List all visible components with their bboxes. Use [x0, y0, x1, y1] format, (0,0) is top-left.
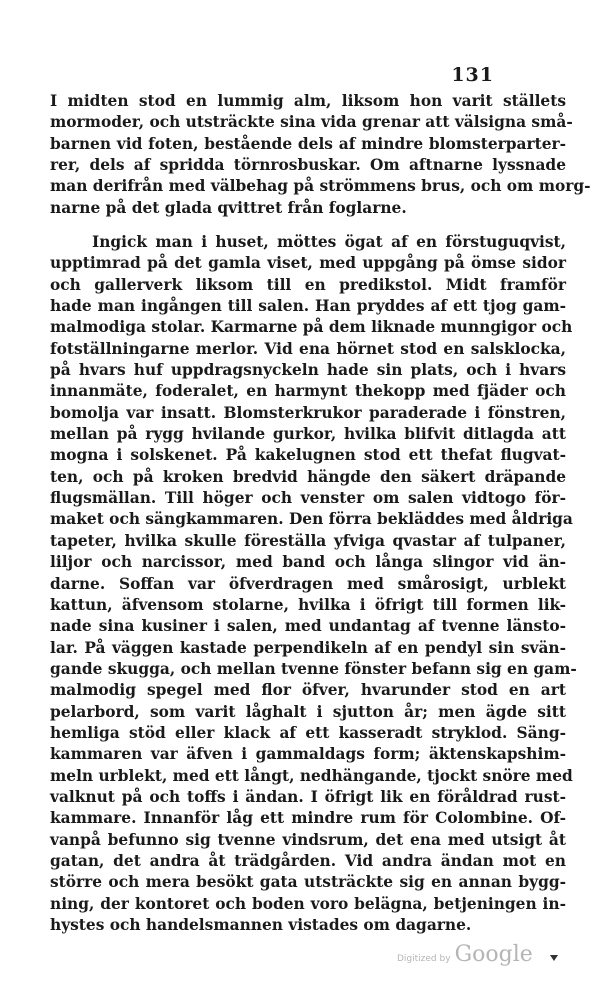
- text-line: hystes och handelsmannen vistades om dagarne.: [50, 916, 472, 934]
- text-line: man derifrån med välbehag på strömmens brus, och om morg-: [50, 177, 591, 196]
- text-line: gatan, det andra åt trädgården. Vid andra ändan mot en: [50, 851, 566, 870]
- text-line: större och mera besökt gata utsträckte sig en annan bygg-: [50, 873, 566, 892]
- text-line: ning, der kontoret och boden voro belägna, betjeningen in-: [50, 894, 566, 913]
- text-line: valknut på och toffs i ändan. I öfrigt lik en föråldrad rust-: [50, 787, 566, 806]
- text-line: vanpå befunno sig tvenne vindsrum, det ena med utsigt åt: [50, 830, 566, 849]
- text-line: lar. På väggen kastade perpendikeln af en pendyl sin svän-: [50, 638, 566, 657]
- text-line: pelarbord, som varit låghalt i sjutton år; men ägde sitt: [50, 702, 566, 721]
- text-line: Ingick man i huset, möttes ögat af en förstuguqvist,: [92, 233, 566, 251]
- watermark-brand: Google: [454, 942, 533, 967]
- text-line: kammaren var äfven i gammaldags form; äktenskapshim-: [50, 745, 566, 764]
- text-line: innanmäte, foderalet, en harmynt thekopp med fjäder och: [50, 382, 566, 401]
- text-line: rer, dels af spridda törnrosbuskar. Om aftnarne lyssnade: [50, 156, 566, 175]
- page-number: 131: [451, 64, 494, 86]
- text-line: I midten stod en lummig alm, liksom hon varit ställets: [50, 92, 566, 110]
- text-line: tapeter, hvilka skulle föreställa yfviga qvastar af tulpaner,: [50, 531, 566, 550]
- text-line: kattun, äfvensom stolarne, hvilka i öfrigt till formen lik-: [50, 595, 566, 614]
- text-line: nade sina kusiner i salen, med undantag af tvenne länsto-: [50, 617, 566, 636]
- text-line: malmodig spegel med flor öfver, hvarunder stod en art: [50, 681, 566, 700]
- text-line: malmodiga stolar. Karmarne på dem liknade munngigor och: [50, 318, 573, 337]
- text-line: maket och sängkammaren. Den förra bekläddes med åldriga: [50, 510, 573, 529]
- watermark-prefix: Digitized by: [397, 954, 451, 964]
- text-line: hemliga stöd eller klack af ett kasseradt stryklod. Säng-: [50, 723, 566, 742]
- text-line: bomolja var insatt. Blomsterkrukor paraderade i fönstren,: [50, 403, 566, 422]
- text-line: flugsmällan. Till höger och venster om salen vidtogo för-: [50, 489, 566, 508]
- text-line: meln urblekt, med ett långt, nedhängande, tjockt snöre med: [50, 766, 573, 785]
- text-line: narne på det glada qvittret från foglarne.: [50, 198, 407, 217]
- text-line: och gallerverk liksom till en predikstol. Midt framför: [50, 275, 566, 294]
- text-line: liljor och narcissor, med band och långa slingor vid än-: [50, 553, 566, 572]
- text-line: fotställningarne merlor. Vid ena hörnet stod en salsklocka,: [50, 339, 566, 358]
- digitized-by-watermark: [397, 942, 533, 967]
- text-line: kammare. Innanför låg ett mindre rum för Colombine. Of-: [50, 809, 566, 828]
- text-line: hade man ingången till salen. Han pryddes af ett tjog gam-: [50, 297, 566, 316]
- text-line: mogna i solskenet. På kakelugnen stod ett thefat flugvat-: [50, 446, 566, 465]
- text-line: upptimrad på det gamla viset, med uppgång på ömse sidor: [50, 254, 566, 273]
- text-line: mellan på rygg hvilande gurkor, hvilka blifvit ditlagda att: [50, 425, 566, 444]
- paragraph-2: [50, 232, 577, 936]
- corner-arrow-icon: [550, 955, 558, 961]
- text-line: gande skugga, och mellan tvenne fönster befann sig en gam-: [50, 659, 577, 678]
- text-line: darne. Soffan var öfverdragen med smårosigt, urblekt: [50, 574, 566, 593]
- text-line: på hvars huf uppdragsnyckeln hade sin plats, och i hvars: [50, 361, 566, 380]
- paragraph-1: [50, 91, 591, 219]
- text-line: barnen vid foten, bestående dels af mindre blomsterparter-: [50, 134, 566, 153]
- text-line: mormoder, och utsträckte sina vida grenar att välsigna små-: [50, 113, 573, 132]
- text-line: ten, och på kroken bredvid hängde den säkert dräpande: [50, 467, 566, 486]
